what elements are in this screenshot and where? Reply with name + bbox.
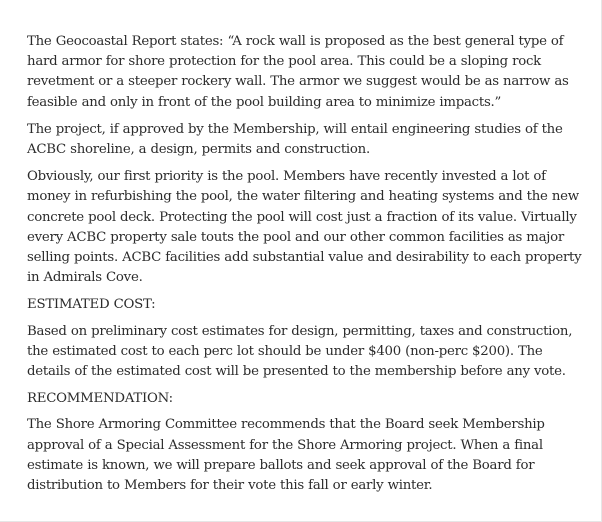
paragraph-recommendation: The Shore Armoring Committee recommends that the Board seek Membership approval of a Special Assessment for the Shore Armoring project. When a final estimate is known, we will prepare ballots and seek approval of the Board for distribution to Members for their vote this fall or early winter. bbox=[27, 417, 545, 494]
paragraph-cost-estimate: Based on preliminary cost estimates for design, permitting, taxes and construction, the estimated cost to each perc lot should be under $400 (non-perc $200). The details of the estimated cost will be presented to the membership before any vote. bbox=[27, 323, 573, 380]
document-body bbox=[27, 32, 583, 503]
heading-estimated-cost: ESTIMATED COST: bbox=[27, 297, 156, 313]
paragraph-geocoastal-quote: The Geocoastal Report states: “A rock wall is proposed as the best general type of hard armor for shore protection for the pool area. This could be a sloping rock revetment or a steeper rockery wall. The armor we suggest would be as narrow as feasible and only in front of the pool building area to minimize impacts.” bbox=[27, 34, 569, 110]
heading-recommendation: RECOMMENDATION: bbox=[27, 391, 173, 407]
paragraph-project-scope: The project, if approved by the Membership, will entail engineering studies of the ACBC shoreline, a design, permits and construction. bbox=[27, 121, 563, 158]
paragraph-pool-priority: Obviously, our first priority is the pool. Members have recently invested a lot of money in refurbishing the pool, the water filtering and heating systems and the new concrete pool deck. Protecting the pool will cost just a fraction of its value. Virtually every ACBC property sale touts the pool and our other common facilities as major selling points. ACBC facilities add substantial value and desirability to each property in Admirals Cove. bbox=[27, 169, 582, 286]
